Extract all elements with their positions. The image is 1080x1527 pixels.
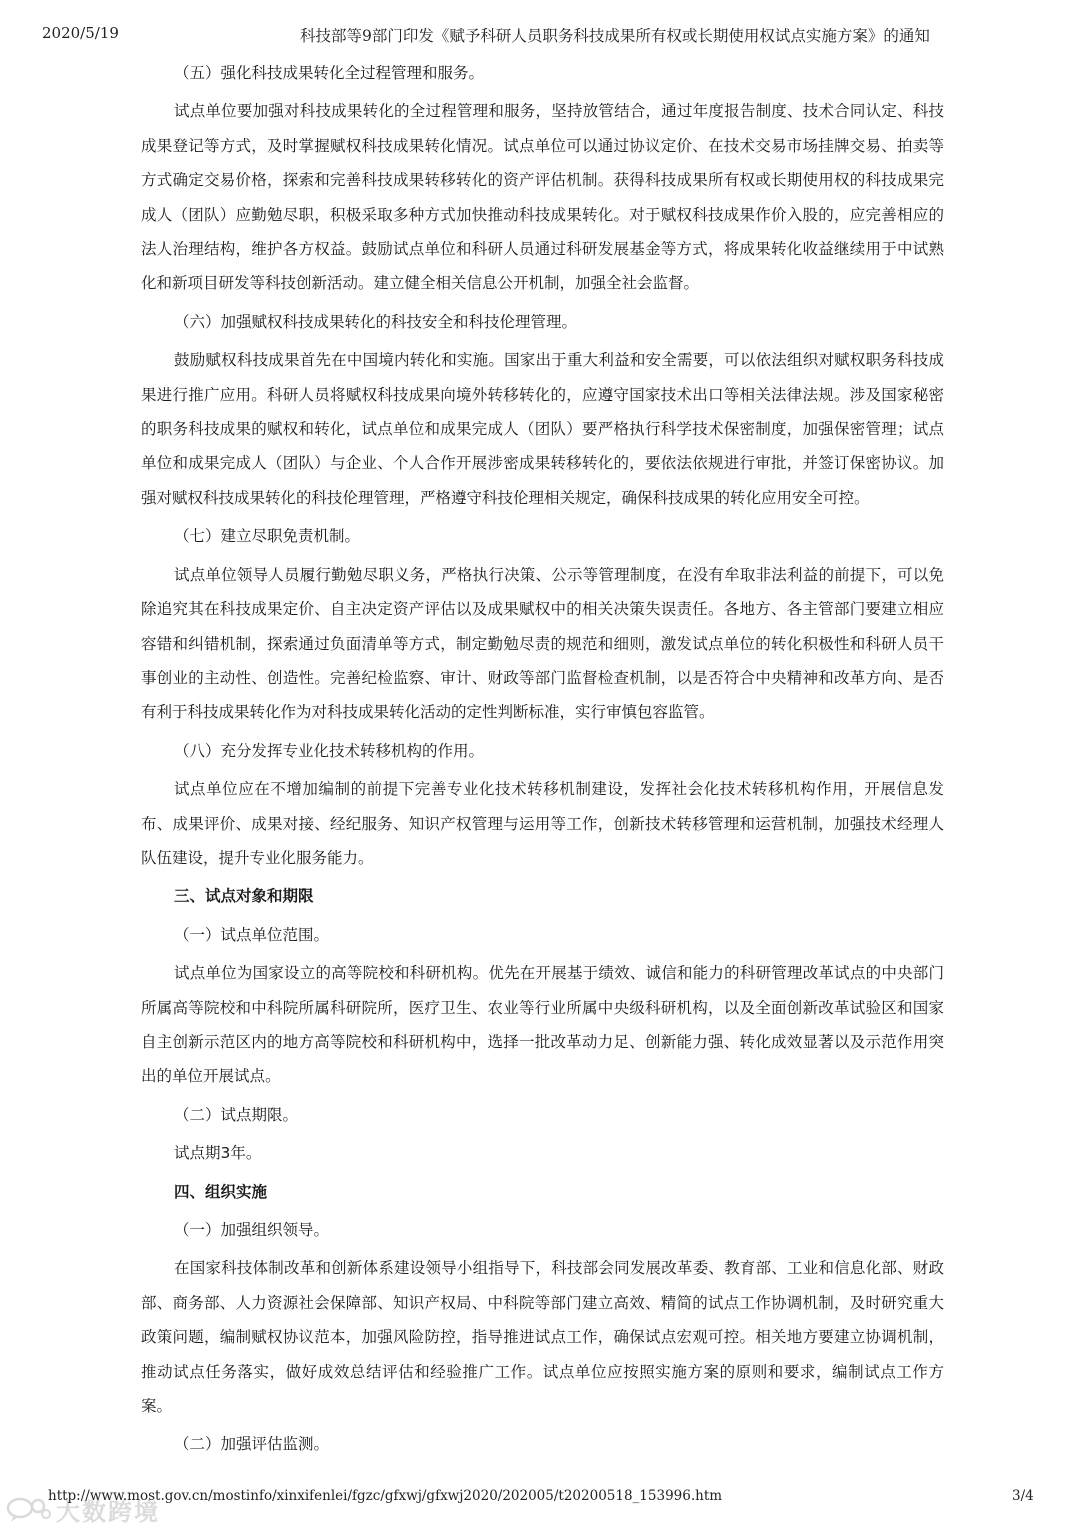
source-url[interactable]: http://www.most.gov.cn/mostinfo/xinxifenlei/fgzc/gfxwj/gfxwj2020/202005/t20200518_153996.htm <box>48 1488 723 1504</box>
body-paragraph: 试点单位应在不增加编制的前提下完善专业化技术转移机制建设，发挥社会化技术转移机构作用，开展信息发布、成果评价、成果对接、经纪服务、知识产权管理与运用等工作，创新技术转移管理和运营机制，加强技术经理人队伍建设，提升专业化服务能力。 <box>141 780 944 867</box>
subsection-heading: （六）加强赋权科技成果转化的科技安全和科技伦理管理。 <box>174 312 578 331</box>
subsection-heading: （一）试点单位范围。 <box>174 925 330 944</box>
subsection-heading: （一）加强组织领导。 <box>174 1221 330 1239</box>
page-number: 3/4 <box>1012 1488 1034 1504</box>
watermark-text: 大数跨境 <box>56 1498 160 1526</box>
body-paragraph: 在国家科技体制改革和创新体系建设领导小组指导下，科技部会同发展改革委、教育部、工业和信息化部、财政部、商务部、人力资源社会保障部、知识产权局、中科院等部门建立高效、精简的试点工作协调机制，及时研究重大政策问题，编制赋权协议范本，加强风险防控，指导推进试点工作，确保试点宏观可控。相关地方要建立协调机制，推动试点任务落实，做好成效总结评估和经验推广工作。试点单位应按照实施方案的原则和要求，编制试点工作方案。 <box>141 1259 944 1416</box>
body-paragraph: 试点单位为国家设立的高等院校和科研机构。优先在开展基于绩效、诚信和能力的科研管理改革试点的中央部门所属高等院校和中科院所属科研院所，医疗卫生、农业等行业所属中央级科研机构，以及全面创新改革试验区和国家自主创新示范区内的地方高等院校和科研机构中，选择一批改革动力足、创新能力强、转化成效显著以及示范作用突出的单位开展试点。 <box>141 964 944 1086</box>
document-title: 科技部等9部门印发《赋予科研人员职务科技成果所有权或长期使用权试点实施方案》的通知 <box>300 27 930 45</box>
subsection-heading: （七）建立尽职免责机制。 <box>174 527 361 546</box>
subsection-heading: （二）加强评估监测。 <box>174 1435 330 1454</box>
body-paragraph: 鼓励赋权科技成果首先在中国境内转化和实施。国家出于重大利益和安全需要，可以依法组织对赋权职务科技成果进行推广应用。科研人员将赋权科技成果向境外转移转化的，应遵守国家技术出口等相关法律法规。涉及国家秘密的职务科技成果的赋权和转化，试点单位和成果完成人（团队）要严格执行科学技术保密制度，加强保密管理；试点单位和成果完成人（团队）与企业、个人合作开展涉密成果转移转化的，要依法依规进行审批，并签订保密协议。加强对赋权科技成果转化的科技伦理管理，严格遵守科技伦理相关规定，确保科技成果的转化应用安全可控。 <box>141 351 944 507</box>
body-paragraph: 试点期3年。 <box>174 1144 262 1163</box>
body-paragraph: 试点单位领导人员履行勤勉尽职义务，严格执行决策、公示等管理制度，在没有牟取非法利益的前提下，可以免除追究其在科技成果定价、自主决定资产评估以及成果赋权中的相关决策失误责任。各地方、各主管部门要建立相应容错和纠错机制，探索通过负面清单等方式，制定勤勉尽责的规范和细则，激发试点单位的转化积极性和科研人员干事创业的主动性、创造性。完善纪检监察、审计、财政等部门监督检查机制，以是否符合中央精神和改革方向、是否有利于科技成果转化作为对科技成果转化活动的定性判断标准，实行审慎包容监管。 <box>141 565 944 722</box>
body-paragraph: 试点单位要加强对科技成果转化的全过程管理和服务，坚持放管结合，通过年度报告制度、技术合同认定、科技成果登记等方式，及时掌握赋权科技成果转化情况。试点单位可以通过协议定价、在技术交易市场挂牌交易、拍卖等方式确定交易价格，探索和完善科技成果转移转化的资产评估机制。获得科技成果所有权或长期使用权的科技成果完成人（团队）应勤勉尽职，积极采取多种方式加快推动科技成果转化。对于赋权科技成果作价入股的，应完善相应的法人治理结构，维护各方权益。鼓励试点单位和科研人员通过科研发展基金等方式，将成果转化收益继续用于中试熟化和新项目研发等科技创新活动。建立健全相关信息公开机制，加强全社会监督。 <box>141 102 944 293</box>
subsection-heading: （八）充分发挥专业化技术转移机构的作用。 <box>174 741 485 760</box>
speech-bubble-icon <box>6 1496 52 1524</box>
subsection-heading: （五）强化科技成果转化全过程管理和服务。 <box>174 64 485 82</box>
section-heading: 三、试点对象和期限 <box>174 887 314 906</box>
subsection-heading: （二）试点期限。 <box>174 1105 299 1124</box>
print-date: 2020/5/19 <box>42 24 119 42</box>
section-heading: 四、组织实施 <box>174 1182 268 1201</box>
article-body <box>141 56 944 1466</box>
